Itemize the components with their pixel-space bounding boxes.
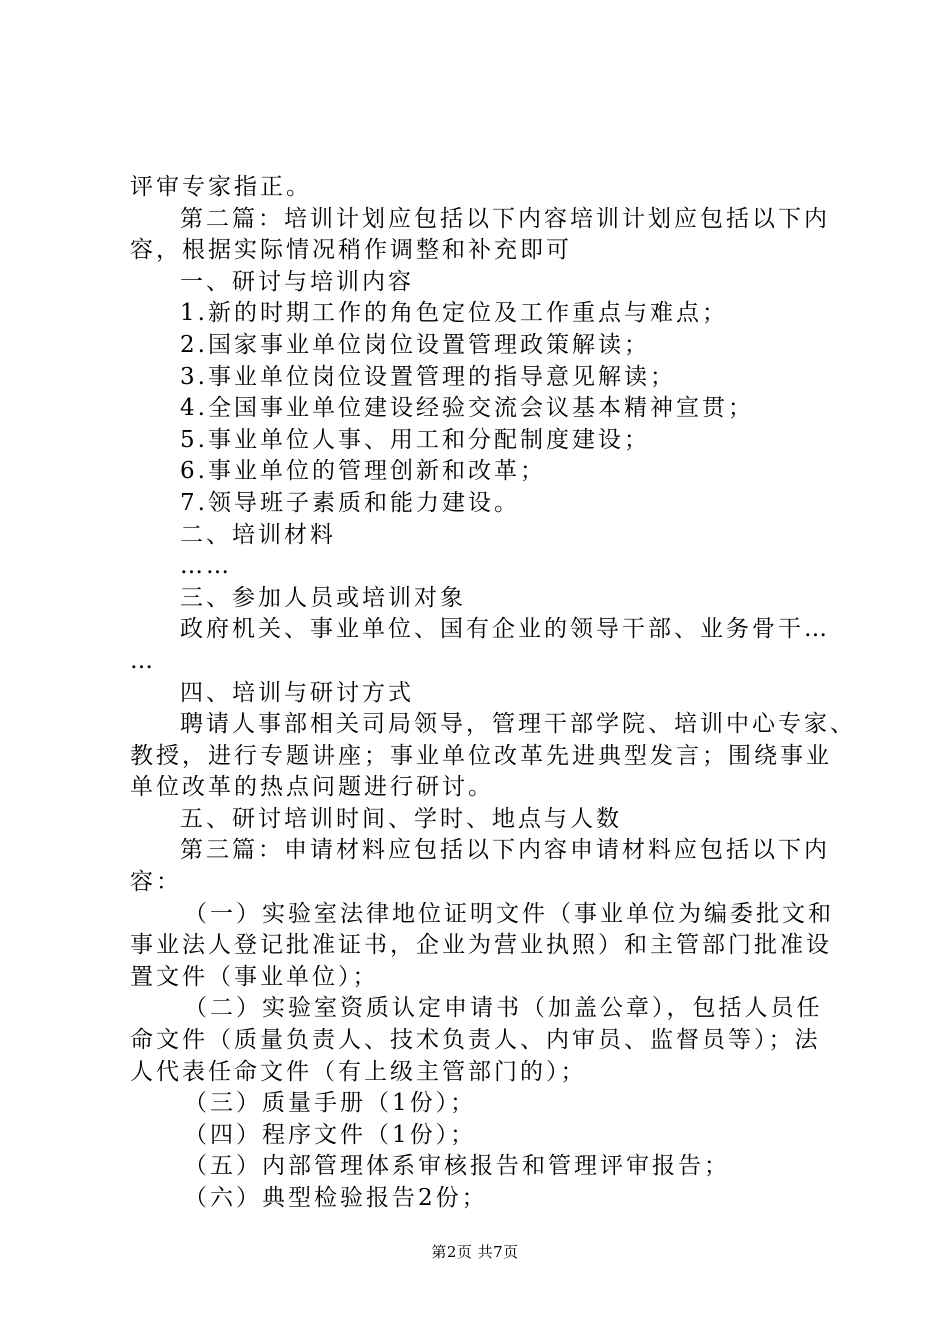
- text-line: …: [130, 647, 156, 674]
- text-line: 1.新的时期工作的角色定位及工作重点与难点；: [180, 300, 728, 327]
- text-line: 人代表任命文件（有上级主管部门的）；: [130, 1058, 587, 1085]
- text-line: 容，根据实际情况稍作调整和补充即可: [130, 237, 572, 264]
- text-line: 二、培训材料: [180, 521, 336, 548]
- text-line: 四、培训与研讨方式: [180, 679, 414, 706]
- text-line: 3.事业单位岗位设置管理的指导意见解读；: [180, 363, 676, 390]
- text-line: 三、参加人员或培训对象: [180, 584, 466, 611]
- text-line: 聘请人事部相关司局领导，管理干部学院、培训中心专家、: [180, 711, 856, 738]
- text-line: 政府机关、事业单位、国有企业的领导干部、业务骨干…: [180, 616, 830, 643]
- text-line: （六）典型检验报告2份；: [184, 1185, 488, 1211]
- text-line: 4.全国事业单位建设经验交流会议基本精神宣贯；: [180, 395, 754, 422]
- text-line: 命文件（质量负责人、技术负责人、内审员、监督员等）；法: [130, 1027, 821, 1054]
- page-footer: 第2页 共7页: [431, 1243, 519, 1261]
- text-line: （一）实验室法律地位证明文件（事业单位为编委批文和: [184, 900, 834, 927]
- text-line: 容：: [130, 869, 182, 896]
- text-line: 五、研讨培训时间、学时、地点与人数: [180, 805, 622, 832]
- text-line: ……: [180, 553, 232, 580]
- text-line: 7.领导班子素质和能力建设。: [180, 489, 520, 516]
- document-body: [130, 172, 856, 1215]
- text-line: （四）程序文件（1份）；: [184, 1121, 477, 1148]
- text-line: （三）质量手册（1份）；: [184, 1090, 477, 1117]
- text-line: 一、研讨与培训内容: [180, 268, 414, 295]
- text-line: 2.国家事业单位岗位设置管理政策解读；: [180, 331, 650, 358]
- text-line: 置文件（事业单位）；: [130, 963, 379, 990]
- text-line: 评审专家指正。: [130, 174, 312, 200]
- text-line: 事业法人登记批准证书，企业为营业执照）和主管部门批准设: [130, 932, 832, 959]
- text-line: 第二篇：培训计划应包括以下内容培训计划应包括以下内: [180, 205, 830, 232]
- text-line: 5.事业单位人事、用工和分配制度建设；: [180, 426, 650, 453]
- text-line: （五）内部管理体系审核报告和管理评审报告；: [184, 1153, 730, 1180]
- text-line: 6.事业单位的管理创新和改革；: [180, 458, 546, 485]
- text-line: （二）实验室资质认定申请书（加盖公章），包括人员任: [184, 995, 823, 1022]
- text-line: 教授，进行专题讲座；事业单位改革先进典型发言；围绕事业: [130, 742, 832, 769]
- text-line: 第三篇：申请材料应包括以下内容申请材料应包括以下内: [180, 837, 830, 864]
- text-line: 单位改革的热点问题进行研讨。: [130, 774, 494, 801]
